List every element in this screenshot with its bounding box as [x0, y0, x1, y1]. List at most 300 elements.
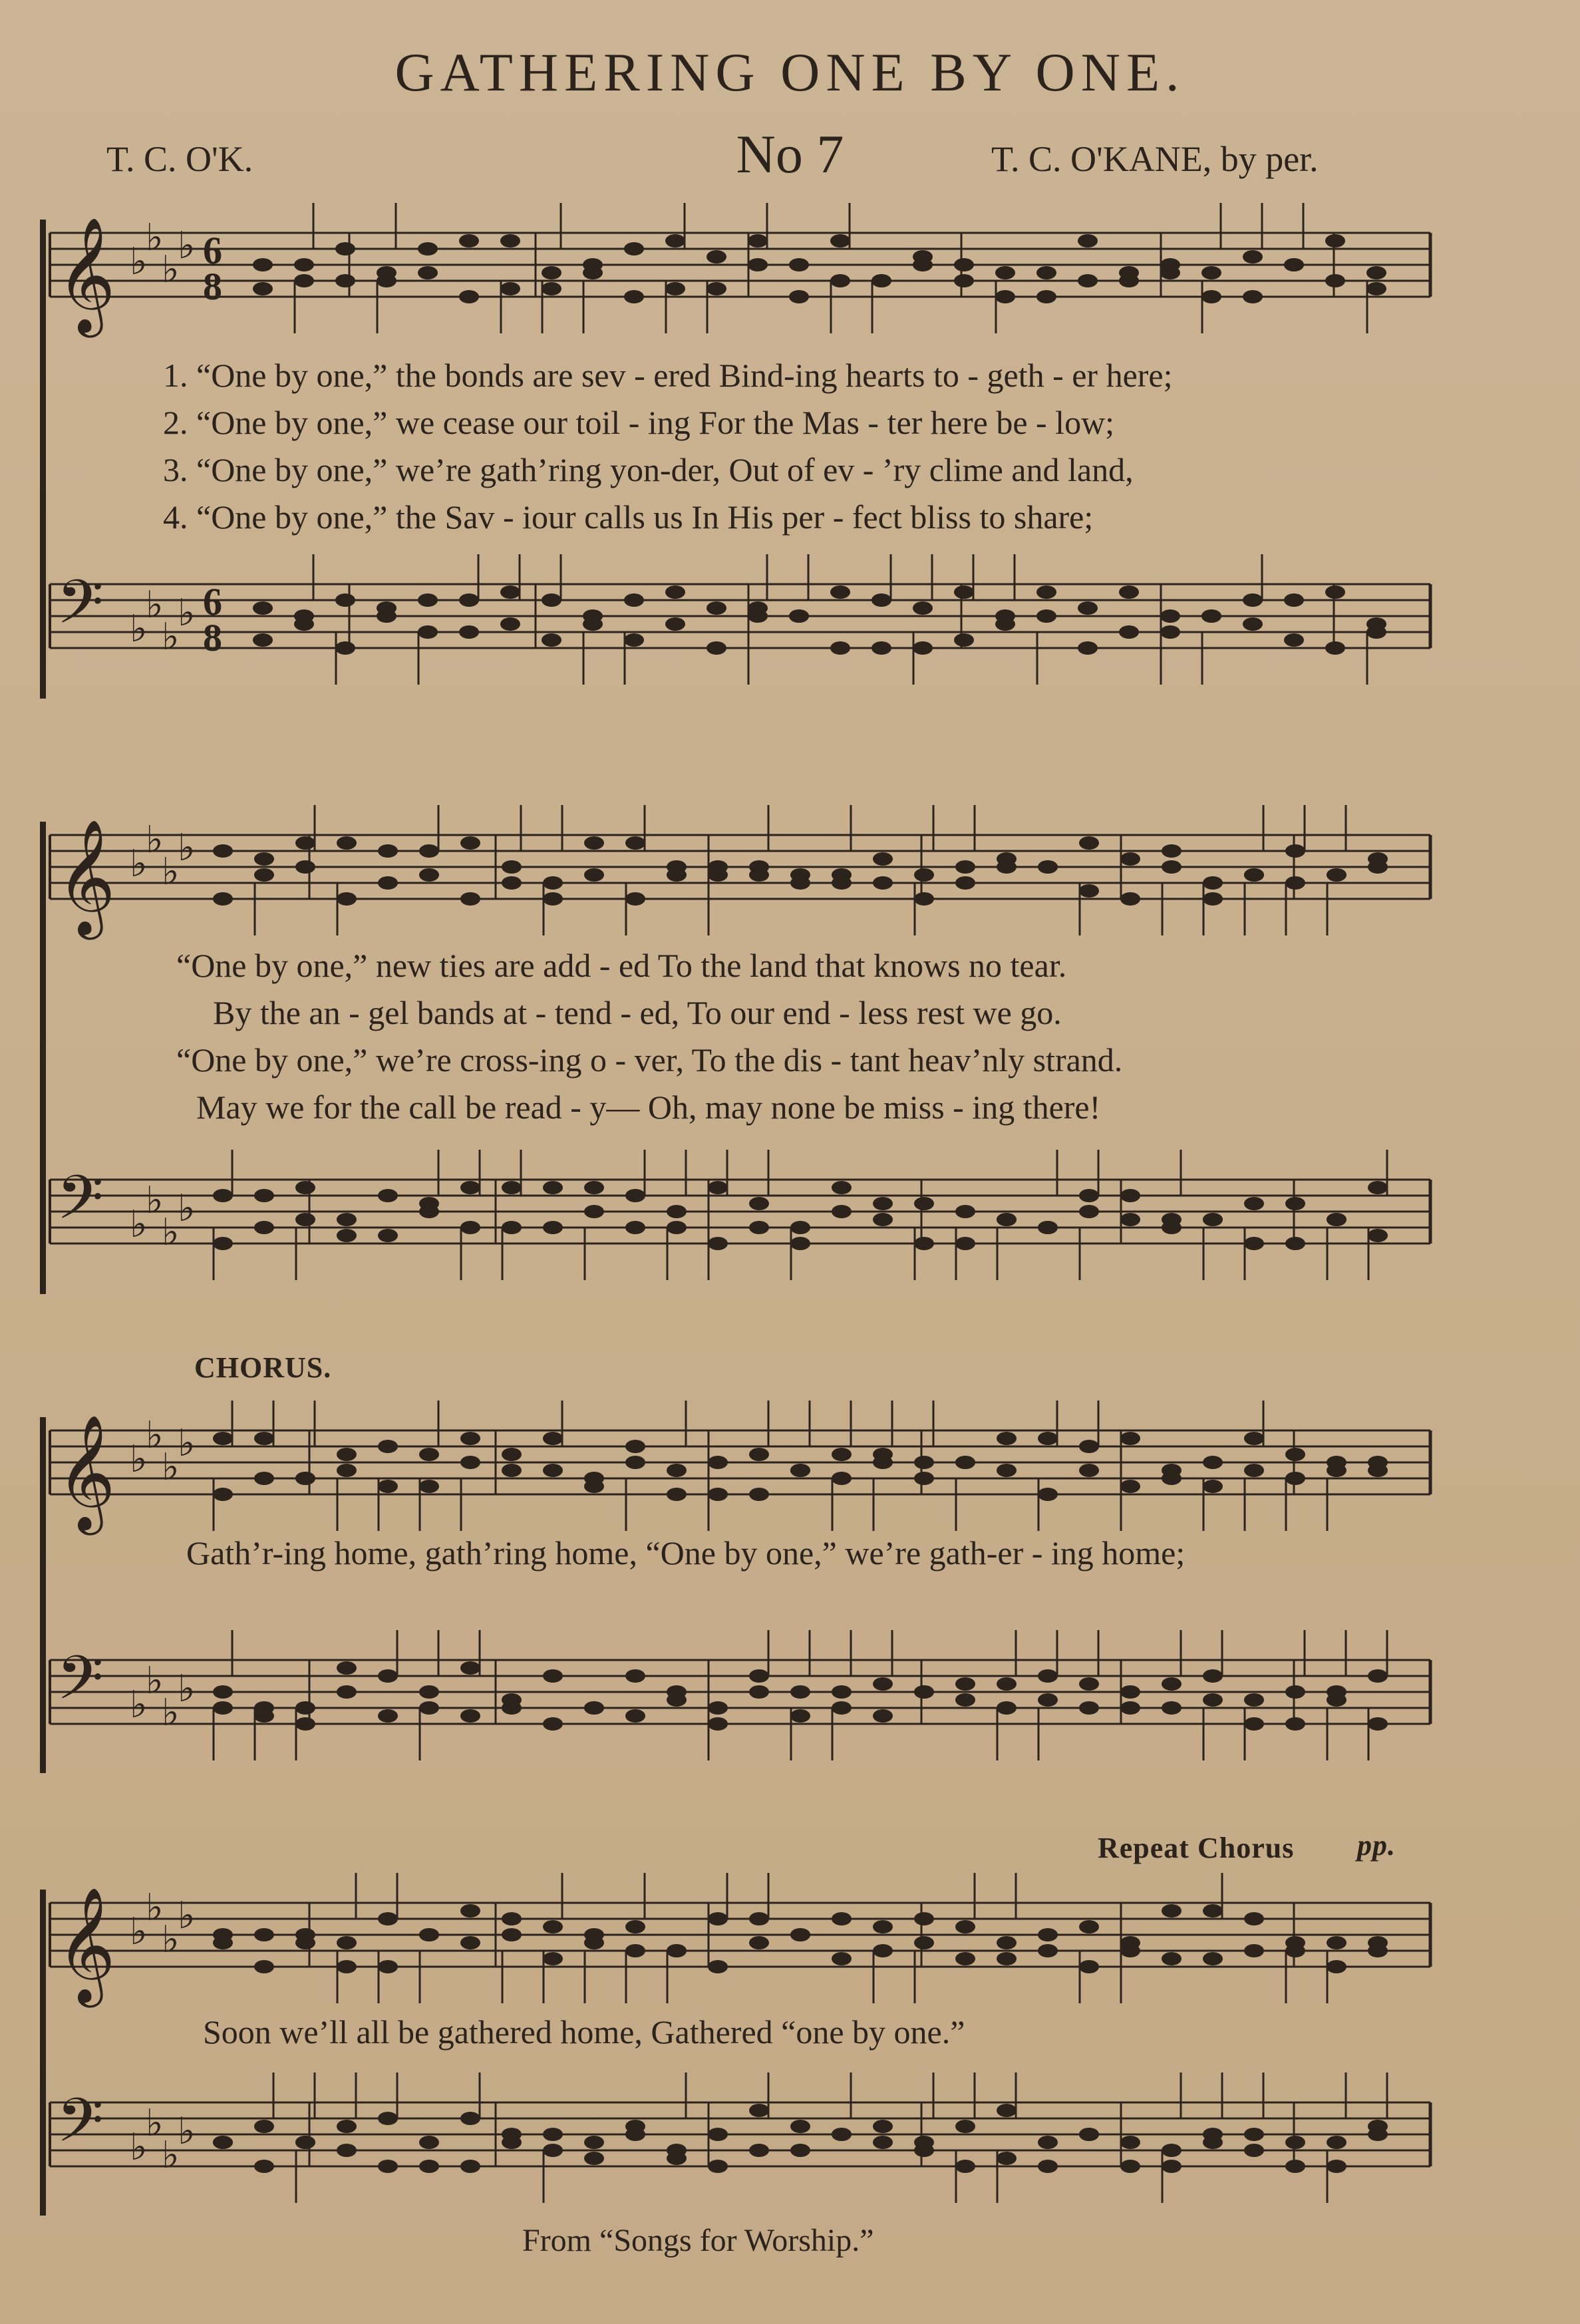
note-head: [295, 1472, 315, 1485]
note-head: [460, 1181, 480, 1194]
verse-3-line-a: 3. “One by one,” we’re gath’ring yon-der, Out of ev - ’ry clime and land,: [163, 451, 1134, 488]
note-head: [502, 1221, 522, 1234]
note-head: [1244, 1717, 1264, 1731]
note-head: [294, 609, 314, 623]
note-head: [1201, 290, 1221, 303]
note-head: [997, 1464, 1017, 1477]
note-head: [1160, 609, 1180, 623]
note-head: [667, 1944, 687, 1957]
note-head: [1120, 1432, 1140, 1445]
note-head: [337, 1464, 357, 1477]
note-head: [584, 2152, 604, 2165]
note-head: [873, 1213, 893, 1226]
flat-icon: ♭: [146, 820, 164, 861]
note-head: [419, 1448, 439, 1461]
note-head: [832, 1701, 852, 1715]
music-credit: T. C. O'KANE, by per.: [991, 139, 1319, 179]
note-head: [997, 1936, 1017, 1949]
note-head: [708, 2128, 728, 2141]
note-head: [995, 617, 1015, 631]
note-head: [955, 860, 975, 874]
note-head: [213, 1432, 233, 1445]
note-head: [460, 2112, 480, 2125]
note-head: [1203, 1480, 1223, 1493]
note-head: [955, 1456, 975, 1469]
note-head: [1285, 2136, 1305, 2149]
note-head: [460, 1456, 480, 1469]
note-head: [502, 876, 522, 890]
flat-icon: ♭: [162, 617, 180, 658]
note-head: [1368, 860, 1388, 874]
note-head: [790, 2144, 810, 2157]
note-head: [1327, 1960, 1346, 1973]
note-head: [832, 1448, 852, 1461]
flat-icon: ♭: [162, 1447, 180, 1488]
note-head: [1327, 2160, 1346, 2173]
note-head: [500, 282, 520, 295]
chorus-line-2: Soon we’ll all be gathered home, Gathered “one by one.”: [203, 2013, 965, 2051]
note-head: [1244, 1693, 1264, 1707]
note-head: [1368, 2128, 1388, 2141]
note-head: [418, 625, 438, 639]
note-head: [1284, 258, 1304, 271]
note-head: [542, 282, 561, 295]
note-head: [708, 1960, 728, 1973]
note-head: [543, 1669, 563, 1683]
note-head: [1162, 1904, 1182, 1917]
note-head: [625, 1669, 645, 1683]
flat-icon: ♭: [162, 1919, 180, 1961]
note-head: [1038, 1669, 1058, 1683]
note-head: [1285, 1685, 1305, 1699]
note-head: [543, 1920, 563, 1933]
note-head: [543, 2144, 563, 2157]
bass-clef-icon: 𝄢: [57, 1643, 104, 1728]
note-head: [1325, 274, 1345, 287]
note-head: [832, 1181, 852, 1194]
note-head: [955, 1920, 975, 1933]
note-head: [997, 860, 1017, 874]
note-head: [1078, 234, 1098, 248]
note-head: [873, 1920, 893, 1933]
note-head: [584, 1205, 604, 1218]
note-head: [419, 2136, 439, 2149]
note-head: [1203, 1952, 1223, 1965]
note-head: [955, 1205, 975, 1218]
note-head: [213, 1237, 233, 1250]
repeat-dynamic: pp.: [1357, 1829, 1396, 1862]
note-head: [419, 844, 439, 858]
note-head: [749, 1685, 769, 1699]
note-head: [1284, 593, 1304, 607]
note-head: [213, 1701, 233, 1715]
note-head: [254, 1472, 274, 1485]
note-head: [1203, 1213, 1223, 1226]
note-head: [1285, 1472, 1305, 1485]
flat-icon: ♭: [130, 1911, 148, 1953]
note-head: [1244, 1944, 1264, 1957]
note-head: [1243, 593, 1263, 607]
note-head: [337, 1229, 357, 1242]
note-head: [1284, 633, 1304, 647]
verse-4-line-b: May we for the call be read - y— Oh, may none be miss - ing there!: [196, 1088, 1101, 1126]
flat-icon: ♭: [146, 1415, 164, 1456]
note-head: [213, 1685, 233, 1699]
note-head: [502, 1464, 522, 1477]
flat-icon: ♭: [146, 2103, 164, 2144]
note-head: [1038, 1928, 1058, 1941]
note-head: [419, 2160, 439, 2173]
note-head: [378, 1189, 398, 1202]
note-head: [955, 1952, 975, 1965]
note-head: [254, 1189, 274, 1202]
note-head: [873, 1456, 893, 1469]
note-head: [418, 593, 438, 607]
note-head: [871, 641, 891, 655]
note-head: [295, 836, 315, 850]
flat-icon: ♭: [162, 1212, 180, 1253]
hymn-title: GATHERING ONE BY ONE.: [395, 42, 1185, 102]
note-head: [708, 860, 728, 874]
note-head: [542, 593, 561, 607]
note-head: [1203, 876, 1223, 890]
note-head: [914, 1936, 934, 1949]
note-head: [460, 836, 480, 850]
note-head: [1079, 1440, 1099, 1453]
note-head: [1120, 1213, 1140, 1226]
bass-clef-icon: 𝄢: [57, 1162, 104, 1247]
note-head: [1079, 884, 1099, 898]
note-head: [378, 2160, 398, 2173]
note-head: [295, 860, 315, 874]
note-head: [1120, 2136, 1140, 2149]
note-head: [335, 274, 355, 287]
note-head: [955, 2120, 975, 2133]
note-head: [460, 2160, 480, 2173]
note-head: [253, 258, 273, 271]
flat-icon: ♭: [146, 1180, 164, 1222]
note-head: [1162, 2160, 1182, 2173]
source-credit: From “Songs for Worship.”: [522, 2223, 874, 2258]
note-head: [1038, 1693, 1058, 1707]
note-head: [749, 2104, 769, 2117]
note-head: [378, 1480, 398, 1493]
note-head: [873, 852, 893, 866]
note-head: [460, 1661, 480, 1675]
note-head: [1162, 2144, 1182, 2157]
treble-staff-3: [0, 1411, 1580, 1544]
system-bracket: [40, 822, 46, 1294]
note-head: [1038, 1432, 1058, 1445]
note-head: [254, 868, 274, 882]
note-head: [542, 266, 561, 279]
note-head: [625, 1221, 645, 1234]
note-head: [667, 1685, 687, 1699]
note-head: [997, 1432, 1017, 1445]
note-head: [625, 892, 645, 906]
note-head: [543, 1717, 563, 1731]
note-head: [707, 250, 726, 263]
note-head: [708, 1701, 728, 1715]
note-head: [914, 2136, 934, 2149]
note-head: [584, 1181, 604, 1194]
note-head: [997, 1952, 1017, 1965]
note-head: [749, 1448, 769, 1461]
note-head: [460, 1709, 480, 1723]
note-head: [335, 641, 355, 655]
note-head: [789, 290, 809, 303]
note-head: [419, 868, 439, 882]
note-head: [832, 876, 852, 890]
note-head: [337, 1448, 357, 1461]
note-head: [1079, 1464, 1099, 1477]
system-bracket: [40, 1417, 46, 1773]
flat-icon: ♭: [178, 1423, 196, 1464]
note-head: [542, 633, 561, 647]
note-head: [253, 601, 273, 615]
note-head: [749, 868, 769, 882]
note-head: [625, 1189, 645, 1202]
note-head: [1368, 1229, 1388, 1242]
note-head: [1120, 2160, 1140, 2173]
note-head: [790, 1709, 810, 1723]
note-head: [502, 1928, 522, 1941]
note-head: [873, 1197, 893, 1210]
note-head: [625, 1440, 645, 1453]
note-head: [1368, 1181, 1388, 1194]
note-head: [1285, 1197, 1305, 1210]
note-head: [748, 258, 768, 271]
note-head: [418, 266, 438, 279]
note-head: [1244, 1464, 1264, 1477]
flat-icon: ♭: [162, 1693, 180, 1734]
note-head: [1078, 601, 1098, 615]
note-head: [955, 876, 975, 890]
note-head: [584, 1480, 604, 1493]
note-head: [500, 585, 520, 599]
verse-3-line-b: “One by one,” we’re cross-ing o - ver, To the dis - tant heav’nly strand.: [176, 1041, 1123, 1079]
note-head: [583, 609, 603, 623]
note-head: [254, 1432, 274, 1445]
note-head: [254, 1928, 274, 1941]
note-head: [913, 258, 933, 271]
note-head: [1285, 876, 1305, 890]
note-head: [748, 609, 768, 623]
note-head: [1243, 617, 1263, 631]
note-head: [997, 1701, 1017, 1715]
note-head: [337, 1960, 357, 1973]
note-head: [1203, 2128, 1223, 2141]
note-head: [459, 290, 479, 303]
note-head: [1327, 2136, 1346, 2149]
note-head: [1201, 609, 1221, 623]
verse-4-line-a: 4. “One by one,” the Sav - iour calls us In His per - fect bliss to share;: [163, 498, 1094, 536]
flat-icon: ♭: [178, 226, 196, 267]
note-head: [914, 1197, 934, 1210]
time-signature-bottom: 8: [203, 265, 222, 308]
note-head: [378, 1669, 398, 1683]
note-head: [295, 1928, 315, 1941]
note-head: [954, 274, 974, 287]
treble-staff-4: [0, 1883, 1580, 2016]
flat-icon: ♭: [130, 1685, 148, 1726]
note-head: [335, 593, 355, 607]
note-head: [378, 2112, 398, 2125]
note-head: [1160, 625, 1180, 639]
note-head: [1285, 1944, 1305, 1957]
note-head: [295, 1701, 315, 1715]
note-head: [254, 2120, 274, 2133]
note-head: [378, 1229, 398, 1242]
note-head: [1325, 234, 1345, 248]
note-head: [873, 2136, 893, 2149]
note-head: [913, 601, 933, 615]
note-head: [543, 892, 563, 906]
note-head: [955, 1677, 975, 1691]
note-head: [337, 1685, 357, 1699]
note-head: [1160, 258, 1180, 271]
note-head: [254, 2160, 274, 2173]
note-head: [1368, 1944, 1388, 1957]
note-head: [832, 1685, 852, 1699]
note-head: [749, 1936, 769, 1949]
note-head: [790, 868, 810, 882]
note-head: [378, 1912, 398, 1925]
verse-2-line-b: By the an - gel bands at - tend - ed, To our end - less rest we go.: [213, 994, 1062, 1031]
note-head: [295, 1181, 315, 1194]
note-head: [337, 2120, 357, 2133]
note-head: [1079, 1701, 1099, 1715]
note-head: [832, 1952, 852, 1965]
note-head: [708, 1181, 728, 1194]
note-head: [1120, 852, 1140, 866]
note-head: [954, 633, 974, 647]
note-head: [1285, 1237, 1305, 1250]
note-head: [584, 2136, 604, 2149]
system-bracket: [40, 1890, 46, 2216]
note-head: [253, 282, 273, 295]
repeat-instruction: Repeat Chorus: [1098, 1832, 1295, 1864]
note-head: [1244, 1912, 1264, 1925]
note-head: [913, 641, 933, 655]
treble-clef-icon: 𝄞: [57, 1887, 116, 2003]
note-head: [1368, 1717, 1388, 1731]
note-head: [914, 1912, 934, 1925]
note-head: [1036, 609, 1056, 623]
note-head: [914, 1237, 934, 1250]
note-head: [1119, 585, 1139, 599]
note-head: [873, 1944, 893, 1957]
flat-icon: ♭: [146, 1888, 164, 1929]
note-head: [1366, 282, 1386, 295]
note-head: [708, 1717, 728, 1731]
flat-icon: ♭: [130, 609, 148, 650]
note-head: [624, 633, 644, 647]
chorus-label: CHORUS.: [194, 1351, 332, 1384]
verse-1-line-a: 1. “One by one,” the bonds are sev - ered Bind-ing hearts to - geth - er here;: [163, 357, 1173, 394]
note-head: [1327, 1685, 1346, 1699]
note-head: [1327, 1936, 1346, 1949]
note-head: [790, 1928, 810, 1941]
note-head: [502, 2128, 522, 2141]
flat-icon: ♭: [162, 249, 180, 291]
note-head: [543, 876, 563, 890]
note-head: [337, 1213, 357, 1226]
note-head: [1325, 585, 1345, 599]
flat-icon: ♭: [178, 1896, 196, 1937]
note-head: [1201, 266, 1221, 279]
note-head: [914, 868, 934, 882]
verse-2-line-a: 2. “One by one,” we cease our toil - ing For the Mas - ter here be - low;: [163, 404, 1115, 441]
note-head: [213, 2136, 233, 2149]
note-head: [665, 234, 685, 248]
note-head: [294, 258, 314, 271]
note-head: [213, 892, 233, 906]
note-head: [213, 1488, 233, 1501]
bass-staff-1: [0, 564, 1580, 697]
flat-icon: ♭: [162, 852, 180, 893]
note-head: [460, 1221, 480, 1234]
note-head: [295, 1213, 315, 1226]
note-head: [954, 585, 974, 599]
note-head: [873, 876, 893, 890]
note-head: [708, 1237, 728, 1250]
note-head: [460, 1904, 480, 1917]
note-head: [419, 1480, 439, 1493]
note-head: [418, 242, 438, 255]
note-head: [1038, 2136, 1058, 2149]
note-head: [377, 609, 396, 623]
note-head: [997, 1213, 1017, 1226]
note-head: [624, 290, 644, 303]
note-head: [502, 1693, 522, 1707]
note-head: [584, 836, 604, 850]
note-head: [749, 1912, 769, 1925]
note-head: [378, 876, 398, 890]
note-head: [790, 1685, 810, 1699]
note-head: [1203, 1693, 1223, 1707]
flat-icon: ♭: [178, 1669, 196, 1710]
note-head: [1285, 1717, 1305, 1731]
note-head: [254, 852, 274, 866]
note-head: [708, 1456, 728, 1469]
note-head: [873, 2120, 893, 2133]
note-head: [665, 617, 685, 631]
note-head: [1120, 1685, 1140, 1699]
note-head: [667, 1221, 687, 1234]
note-head: [914, 1456, 934, 1469]
note-head: [873, 1709, 893, 1723]
note-head: [1327, 868, 1346, 882]
note-head: [1036, 290, 1056, 303]
note-head: [1119, 625, 1139, 639]
note-head: [337, 836, 357, 850]
note-head: [419, 1701, 439, 1715]
flat-icon: ♭: [130, 242, 148, 283]
note-head: [914, 1472, 934, 1485]
note-head: [584, 1928, 604, 1941]
note-head: [1079, 2128, 1099, 2141]
note-head: [1120, 1944, 1140, 1957]
note-head: [1327, 1456, 1346, 1469]
note-head: [500, 617, 520, 631]
note-head: [667, 1205, 687, 1218]
flat-icon: ♭: [178, 1188, 196, 1230]
bass-staff-3: [0, 1640, 1580, 1773]
flat-icon: ♭: [130, 1204, 148, 1245]
treble-clef-icon: 𝄞: [57, 819, 116, 935]
note-head: [337, 1661, 357, 1675]
